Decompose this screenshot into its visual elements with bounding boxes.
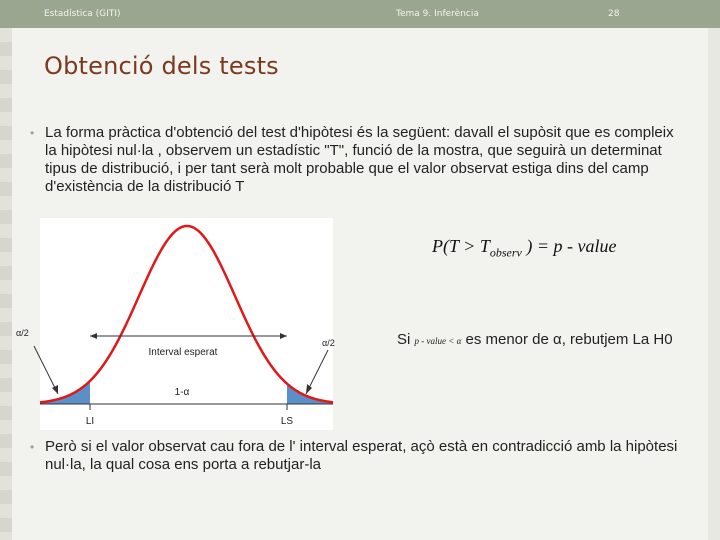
rejection-rule <box>397 330 697 351</box>
right-tail-label: α/2 <box>322 338 335 348</box>
slide-title: Obtenció dels tests <box>44 52 279 80</box>
bullet-item <box>30 124 680 196</box>
interval-label: Interval esperat <box>148 347 218 358</box>
formula-subscript: observ <box>489 245 522 260</box>
topic-label: Tema 9. Inferència <box>396 9 479 19</box>
header-bar <box>0 0 720 28</box>
bullet-dot-icon: • <box>30 440 35 454</box>
bullet-dot-icon: • <box>30 126 35 140</box>
bullet-item <box>30 438 680 474</box>
rule-suffix: es menor de α, rebutjem La H0 <box>461 331 673 348</box>
upper-limit-label: LS <box>280 416 294 427</box>
normal-distribution-figure <box>10 218 340 434</box>
bullet-text: Però si el valor observat cau fora de l' interval esperat, açò està en contradicció amb la hipòtesi nul·la, la qual cosa ens porta a rebutjar-la <box>45 438 678 473</box>
right-decor-strip <box>708 28 720 540</box>
formula-rhs: ) = p - value <box>521 236 617 256</box>
center-area-label: 1-α <box>174 387 190 398</box>
rule-inline-formula: p - value < α <box>414 336 462 346</box>
formula-lhs: P(T > T <box>432 236 490 256</box>
rule-prefix: Si <box>397 331 415 348</box>
left-tail-label: α/2 <box>16 328 29 338</box>
course-label: Estadística (GITI) <box>44 9 121 19</box>
page-number: 28 <box>608 9 620 19</box>
p-value-formula <box>432 236 616 261</box>
lower-limit-label: LI <box>85 416 95 427</box>
bullet-text: La forma pràctica d'obtenció del test d'hipòtesi és la següent: davall el supòsit que es compleix la hipòtesi nul·la , observem un estadístic "T", funció de la mostra, que seguirà un determinat tipus de distribució, i per tant serà molt probable que el valor observat estiga dins del camp d'existència de la distribució T <box>45 124 674 195</box>
